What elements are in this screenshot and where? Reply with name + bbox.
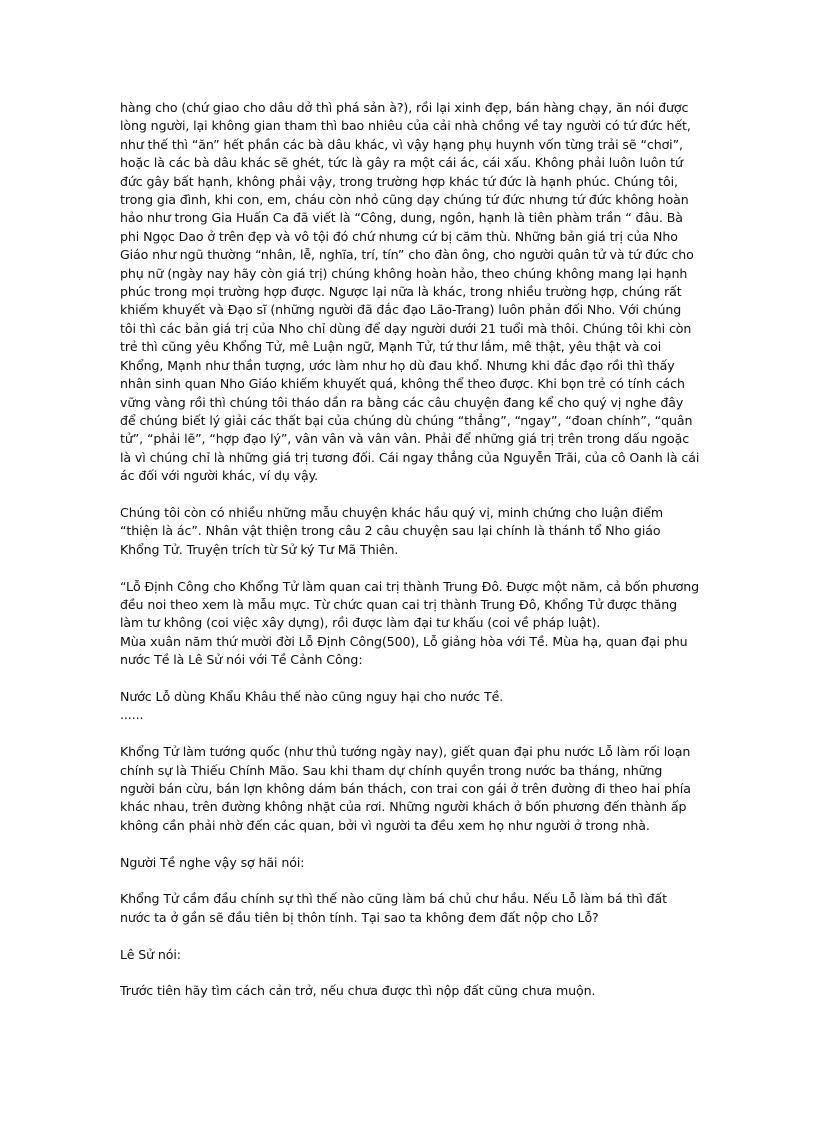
paragraph-nho-giao-critique: hàng cho (chứ giao cho dâu dở thì phá sản à?), rồi lại xinh đẹp, bán hàng chạy, ăn nói được lòng người, lại không gian tham thì bao nhiêu của cải nhà chồng về tay người có tứ đức hết, như thế thì “ăn” hết phần các bà dâu khác, vì vậy hạng phụ huynh vốn từng trải sẽ “chơi”, hoặc là các bà dâu khác sẽ ghét, tức là gây ra một cái ác, cái xấu. Không phải luôn luôn tứ đức gây bất hạnh, không phải vậy, trong trường hợp khác tứ đức là hạnh phúc. Chúng tôi, trong gia đình, khi con, em, cháu còn nhỏ cũng dạy chúng tứ đức nhưng tứ đức không hoàn hảo như trong Gia Huấn Ca đã viết là “Công, dung, ngôn, hạnh là tiên phàm trần “ đâu. Bà phi Ngọc Dao ở trên đẹp và vô tội đó chứ nhưng cứ bị căm thù. Những bản giá trị của Nho Giáo như ngũ thường “nhân, lễ, nghĩa, trí, tín” cho đàn ông, cho người quân tử và tứ đức cho phụ nữ (ngày nay hãy còn giá trị) chúng không hoàn hảo, theo chúng không mang lại hạnh phúc trong mọi trường hợp được. Ngược lại nữa là khác, trong nhiều trường hợp, chúng rất khiếm khuyết và Đạo sĩ (những người đã đắc đạo Lão-Trang) luôn phản đối Nho. Với chúng tôi thì các bản giá trị của Nho chỉ dùng để dạy người dưới 21 tuổi mà thôi. Chúng tôi khi còn trẻ thì cũng yêu Khổng Tử, mê Luận ngữ, Mạnh Tử, tứ thư lắm, mê thật, yêu thật và coi Khổng, Mạnh như thần tượng, ước làm như họ dù đau khổ. Nhưng khi đắc đạo rồi thì thấy nhân sinh quan Nho Giáo khiếm khuyết quá, không thể theo được. Khi bọn trẻ có tính cách vững vàng rồi thì chúng tôi tháo dần ra bằng các câu chuyện đang kể cho quý vị nghe đây để chúng biết lý giải các thất bại của chúng dù chúng “thẳng”, “ngay”, “đoan chính”, “quân tử”, “phải lẽ”, “hợp đạo lý”, vân vân và vân vân. Phải để những giá trị trên trong dấu ngoặc là vì chúng chỉ là những giá trị tương đối. Cái ngay thẳng của Nguyễn Trãi, của cô Oanh là cái ác đối với người khác, ví dụ vậy. — [120, 100, 700, 484]
paragraph-gap — [120, 559, 700, 577]
paragraph-ellipsis: ...... — [120, 707, 144, 723]
paragraph-gap — [120, 670, 700, 688]
paragraph-gap — [120, 964, 700, 982]
paragraph-gap — [120, 872, 700, 890]
document-body — [120, 99, 700, 1001]
paragraph-mua-xuan: Mùa xuân năm thứ mười đời Lỗ Định Công(500), Lỗ giảng hòa với Tề. Mùa hạ, quan đại phu nước Tề là Lê Sử nói với Tề Cảnh Công: — [120, 633, 688, 668]
paragraph-gap — [120, 835, 700, 853]
paragraph-khong-tu-tuong-quoc: Khổng Tử làm tướng quốc (như thủ tướng ngày nay), giết quan đại phu nước Lỗ làm rối loạn chính sự là Thiếu Chính Mão. Sau khi tham dự chính quyền trong nước ba tháng, những người bán cừu, bán lợn không dám bán thách, con trai con gái ở trên đường đi theo hai phía khác nhau, trên đường không nhặt của rơi. Những người khách ở bốn phương đến thành ấp không cần phải nhờ đến các quan, bởi vì người ta đều xem họ như người ở trong nhà. — [120, 744, 691, 833]
paragraph-gap — [120, 927, 700, 945]
paragraph-gap — [120, 486, 700, 504]
paragraph-gap — [120, 725, 700, 743]
paragraph-truoc-tien: Trước tiên hãy tìm cách cản trở, nếu chưa được thì nộp đất cũng chưa muộn. — [120, 983, 596, 999]
paragraph-nuoc-lo: Nước Lỗ dùng Khẩu Khâu thế nào cũng nguy hại cho nước Tề. — [120, 688, 504, 704]
paragraph-lo-dinh-cong: “Lỗ Định Công cho Khổng Tử làm quan cai trị thành Trung Đô. Được một năm, cả bốn phương đều noi theo xem là mẫu mực. Từ chức quan cai trị thành Trung Đô, Khổng Tử được thăng làm tư không (coi việc xây dựng), rồi được làm đại tư khấu (coi về pháp luật). — [120, 578, 700, 631]
paragraph-thien-la-ac: Chúng tôi còn có nhiều những mẫu chuyện khác hầu quý vị, minh chứng cho luận điểm “thiện là ác”. Nhân vật thiện trong câu 2 câu chuyện sau lại chính là thánh tổ Nho giáo Khổng Tử. Truyện trích từ Sử ký Tư Mã Thiên. — [120, 504, 664, 557]
paragraph-le-su-noi: Lê Sử nói: — [120, 946, 181, 962]
paragraph-khong-tu-ba-chu: Khổng Tử cầm đầu chính sự thì thế nào cũng làm bá chủ chư hầu. Nếu Lỗ làm bá thì đất nước ta ở gần sẽ đầu tiên bị thôn tính. Tại sao ta không đem đất nộp cho Lỗ? — [120, 891, 667, 925]
paragraph-nguoi-te: Người Tề nghe vậy sợ hãi nói: — [120, 854, 305, 870]
